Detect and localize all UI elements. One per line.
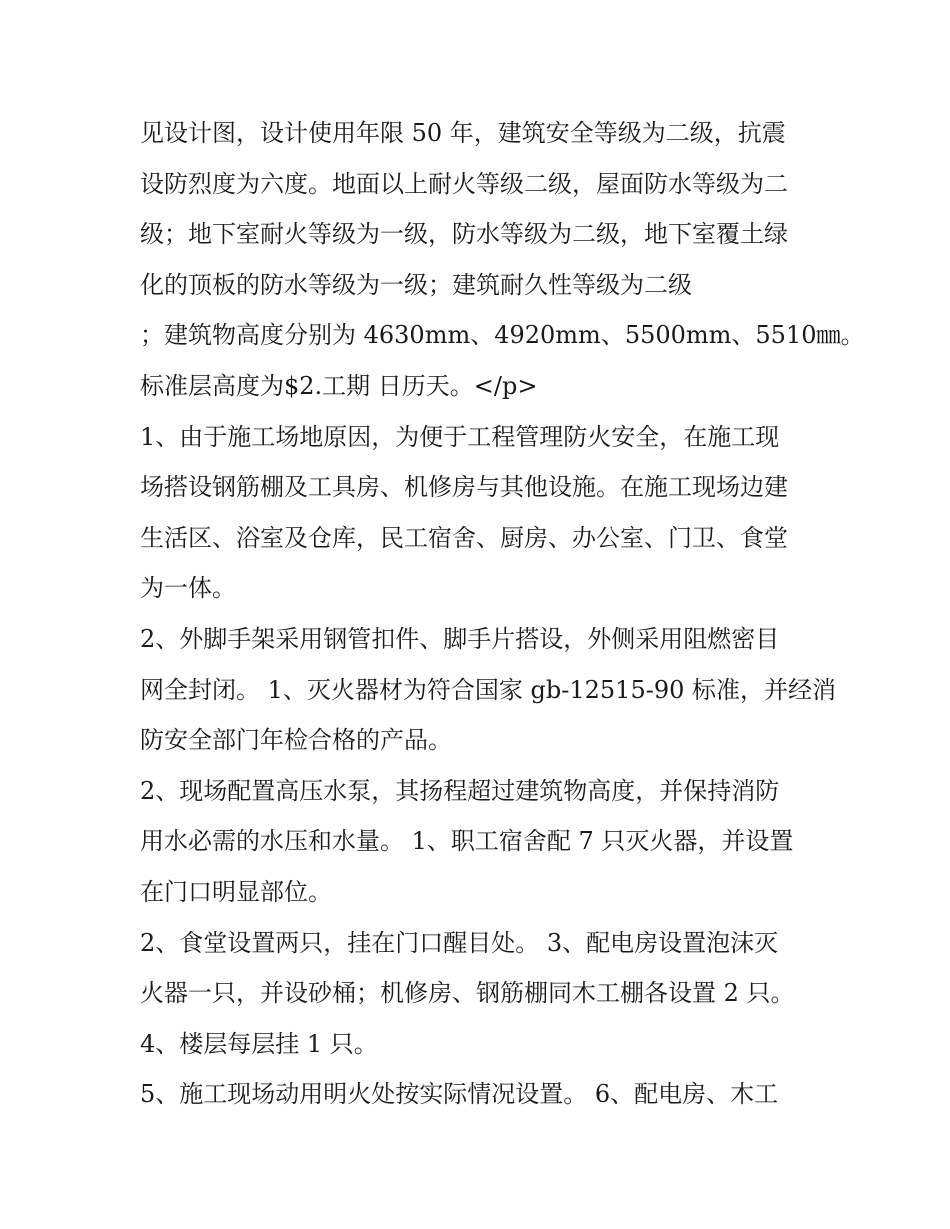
- text-line: 5、施工现场动用明火处按实际情况设置。 6、配电房、木工: [140, 1080, 779, 1109]
- text-line: 用水必需的水压和水量。 1、职工宿舍配 7 只灭火器，并设置: [140, 827, 794, 856]
- text-line: 为一体。: [140, 574, 236, 603]
- text-line: 1、由于施工场地原因，为便于工程管理防火安全，在施工现: [140, 422, 780, 451]
- text-line: 见设计图，设计使用年限 50 年，建筑安全等级为二级，抗震: [140, 119, 786, 147]
- text-line: 4、楼层每层挂 1 只。: [140, 1029, 378, 1058]
- text-line: ；建筑物高度分别为 4630mm、4920mm、5500mm、5510㎜。: [140, 321, 865, 350]
- text-line: 级；地下室耐火等级为一级，防水等级为二级，地下室覆土绿: [140, 220, 788, 249]
- body-text: [140, 108, 865, 1120]
- text-line: 2、食堂设置两只，挂在门口醒目处。 3、配电房设置泡沫灭: [140, 928, 779, 957]
- text-line: 化的顶板的防水等级为一级；建筑耐久性等级为二级: [140, 270, 692, 299]
- text-line: 2、外脚手架采用钢管扣件、脚手片搭设，外侧采用阻燃密目: [140, 624, 780, 653]
- text-line: 火器一只，并设砂桶；机修房、钢筋棚同木工棚各设置 2 只。: [140, 979, 795, 1008]
- text-line: 在门口明显部位。: [140, 877, 332, 906]
- text-line: 生活区、浴室及仓库，民工宿舍、厨房、办公室、门卫、食堂: [140, 523, 788, 552]
- text-line: 网全封闭。 1、灭火器材为符合国家 gb-12515-90 标准，并经消: [140, 675, 836, 704]
- text-line: 场搭设钢筋棚及工具房、机修房与其他设施。在施工现场边建: [140, 473, 788, 502]
- text-line: 2、现场配置高压水泵，其扬程超过建筑物高度，并保持消防: [140, 776, 780, 805]
- text-line: 设防烈度为六度。地面以上耐火等级二级，屋面防水等级为二: [140, 169, 788, 198]
- text-line: 防安全部门年检合格的产品。: [140, 726, 452, 755]
- text-line: 标准层高度为$2.工期 日历天。</p>: [140, 371, 538, 400]
